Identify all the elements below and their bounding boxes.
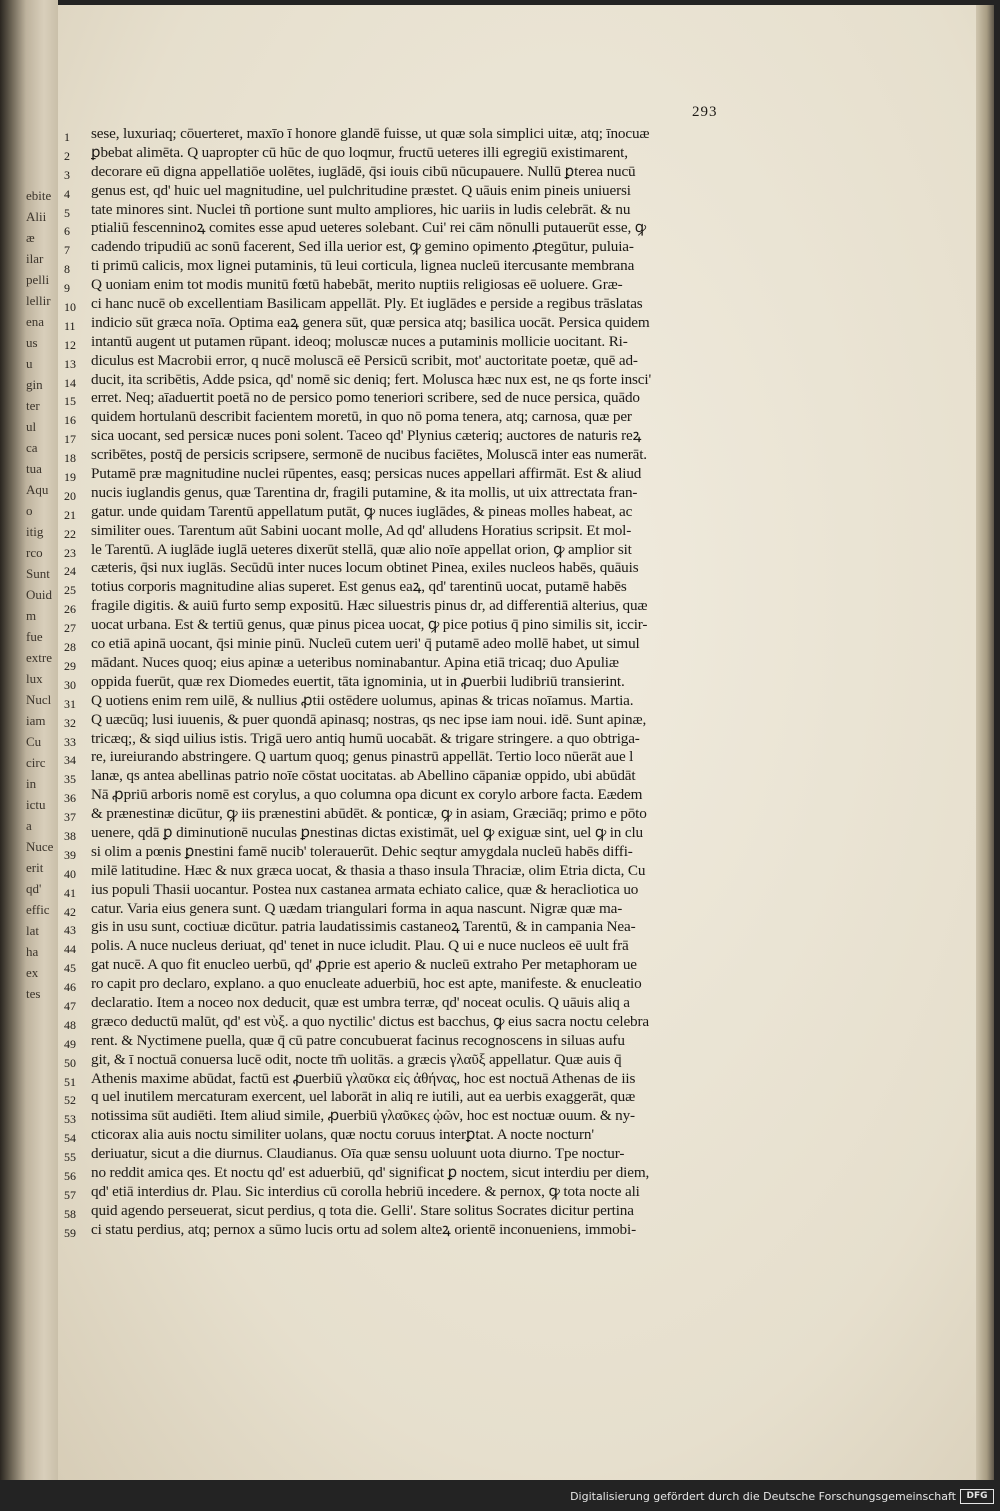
text-line [64,673,776,692]
line-number: 48 [64,1017,76,1032]
facing-page-fragment: Cu [26,734,42,749]
text-line [64,635,776,654]
line-text: sica uocant, sed persicæ nuces poni solent. Taceo qd' Plynius cæteriq; auctores de naturis reꝝ [91,427,642,445]
line-text: qd' etiā interdius dr. Plau. Sic interdius cū corolla hebriū incedere. & pernox, ꝙ tota nocte ali [91,1182,640,1200]
text-line [64,427,776,446]
facing-page-fragment: pelli [26,272,50,287]
line-text: ro capit pro declaro, explano. a quo enucleate aduerbiū, hoc est apte, manifeste. & enucleatio [91,975,642,993]
facing-page-fragment: ex [26,965,39,980]
line-number: 3 [64,167,70,182]
text-line [64,408,776,427]
text-line [64,881,776,900]
line-number: 54 [64,1131,76,1146]
line-number: 13 [64,356,76,371]
line-text: mādant. Nuces quoq; eius apinæ a ueteribus nominabantur. Apina etiā tricaq; duo Apuliæ [91,653,619,671]
line-text: declaratio. Item a noceo nox deducit, quæ est umbra terræ, qd' noceat oculis. Q uāuis aliq a [91,993,630,1011]
line-number: 7 [64,243,70,258]
line-number: 47 [64,998,76,1013]
facing-page-fragment: itig [26,524,44,539]
line-text: quidem hortulanū describit facientem moretū, in quo nō poma tenera, atq; carnosa, quæ per [91,408,632,426]
line-text: intantū augent ut putamen rūpant. ideoq; moluscæ nuces a putaminis mollicie uocitant. Ri- [91,332,628,350]
text-line [64,1070,776,1089]
line-number: 40 [64,866,76,881]
facing-page-fragment: extre [26,650,52,665]
line-number: 52 [64,1093,76,1108]
line-text: Putamē præ magnitudine nuclei rūpentes, easq; persicas nuces appellari affirmāt. Est & aliud [91,465,642,483]
text-line [64,446,776,465]
line-number: 36 [64,791,76,806]
text-line [64,238,776,257]
line-text: polis. A nuce nucleus deriuat, qd' tenet in nuce icludit. Plau. Q ui e nuce nucleos eē uult frā [91,937,629,955]
line-number: 29 [64,658,76,673]
line-text: tricæq;, & siqd uilius istis. Trigā uero antiq humū uocabāt. & trigare stringere. a quo obtriga- [91,729,640,747]
line-number: 12 [64,337,76,352]
line-text: genus est, qd' huic uel magnitudine, uel pulchritudine præstet. Q uāuis enim pineis uniuersi [91,181,631,199]
facing-page-fragment: Ouid [26,587,52,602]
line-number: 16 [64,413,76,428]
facing-page-fragment: m [26,608,37,623]
line-text: Q uoniam enim tot modis munitū fœtū habebāt, merito nuptiis religiosas eē uoluere. Græ- [91,276,623,294]
line-text: git, & ī noctuā conuersa lucē odit, nocte tm̄ uolitās. a græcis γλαῦξ appellatur. Quæ auis q̄ [91,1050,622,1068]
facing-page-fragment: iam [26,713,46,728]
facing-page-fragment: o [26,503,33,518]
line-text: & prænestinæ dicūtur, ꝙ iis prænestini abūdēt. & ponticæ, ꝙ in asiam, Græciāq; primo e pōto [91,805,647,823]
text-line [64,730,776,749]
line-number: 43 [64,923,76,938]
text-line [64,201,776,220]
text-line [64,1126,776,1145]
text-line [64,918,776,937]
line-number: 31 [64,696,76,711]
facing-page-fragment: Aqu [26,482,49,497]
line-number: 51 [64,1074,76,1089]
line-number: 49 [64,1036,76,1051]
text-line [64,1013,776,1032]
line-text: ius populi Thasii uocantur. Postea nux castanea armata echiato calice, quæ & heracliotica uo [91,880,639,898]
text-line [64,1032,776,1051]
dfg-logo-icon: DFG [960,1489,994,1504]
line-number: 19 [64,470,76,484]
text-line [64,597,776,616]
text-line [64,371,776,390]
line-number: 41 [64,885,76,900]
line-number: 55 [64,1150,76,1164]
line-text: oppida fuerūt, quæ rex Diomedes euertit, tāta ignominia, ut in ꝓuerbii ludibriū transierint. [91,672,625,690]
text-line [64,503,776,522]
line-text: ptialiū fescenninoꝝ comites esse apud ueteres solebant. Cui' rei cām nōnulli putauerūt esse, ꝙ [91,219,646,237]
line-text: diculus est Macrobii error, q nucē moluscā eē Persicū scribit, mot' auctoritate poetæ, quē ad- [91,351,638,369]
text-line [64,1183,776,1202]
text-line [64,295,776,314]
line-text: gat nucē. A quo fit enucleo uerbū, qd' ꝓprie est aperio & nucleū extraho Per metaphoram ue [91,956,637,974]
facing-page-fragment: in [26,776,37,791]
line-text: erret. Neq; aīaduertit poetā no de persico pomo teneriori scribere, sed de nuce persica, quādo [91,389,640,407]
line-number: 42 [64,904,76,919]
line-number: 44 [64,942,76,957]
line-text: lanæ, qs antea abellinas patrio noīe cōstat uocitatas. ab Abellino cāpaniæ oppido, ubi abūdāt [91,767,636,785]
text-line [64,125,776,144]
text-line [64,654,776,673]
line-text: ci hanc nucē ob excellentiam Basilicam appellāt. Ply. Et iuglādes e perside a regibus trāslatas [91,295,643,313]
line-number: 30 [64,677,76,692]
facing-page-fragment: ca [26,440,38,455]
line-number: 25 [64,583,76,598]
line-text: totius corporis magnitudine alias superet. Est genus eaꝝ, qd' tarentinū uocat, putamē habēs [91,578,627,596]
facing-page-fragment: u [26,356,33,371]
page-edge [976,5,994,1480]
text-line [64,541,776,560]
line-number: 14 [64,375,76,390]
facing-page-fragment: æ [26,230,35,245]
text-line [64,559,776,578]
line-text: gis in usu sunt, coctiuæ dicūtur. patria laudatissimis castaneoꝝ Tarentū, & in campania Nea- [91,918,636,936]
line-text: Q uæcūq; lusi iuuenis, & puer quondā apinasq; nostras, qs nec ipse iam noui. idē. Sunt apinæ, [91,710,647,728]
facing-page-fragment: Sunt [26,566,50,581]
line-text: milē latitudine. Hæc & nux græca uocat, & thasia a thaso insula Thraciæ, olim Etria dicta, Cu [91,861,646,879]
text-line [64,975,776,994]
text-line [64,786,776,805]
facing-page-fragment: ebite [26,188,52,203]
facing-page-fragment: Nucl [26,692,52,707]
line-text: ducit, ita scribētis, Adde psica, qd' nomē sic deniq; fert. Molusca hæc nux est, ne qs forte insci' [91,370,652,388]
footer-credit: Digitalisierung gefördert durch die Deutsche Forschungsgemeinschaft [570,1490,956,1503]
text-line [64,1164,776,1183]
line-number: 6 [64,224,70,239]
text-line [64,748,776,767]
line-number: 28 [64,640,76,654]
line-text: similiter oues. Tarentum aūt Sabini uocant molle, Ad qd' alludens Horatius scripsit. Et mol- [91,521,632,539]
text-line [64,824,776,843]
line-number: 46 [64,980,76,994]
line-text: si olim a pœnis ꝑnestini famē nucib' tolerauerūt. Dehic seqtur amygdala nucleū habēs diffi- [91,842,633,860]
line-number: 35 [64,772,76,787]
line-number: 1 [64,130,70,144]
text-line [64,900,776,919]
line-text: cticorax alia auis noctu similiter uolans, quæ noctu coruus interꝑtat. A nocte nocturn' [91,1126,594,1144]
text-line [64,994,776,1013]
line-number: 37 [64,810,76,824]
facing-page-fragment: lux [26,671,43,686]
line-text: deriuatur, sicut a die diurnus. Claudianus. Oīa quæ sensu uoluunt uota diurno. Tpe noctur- [91,1145,625,1163]
line-number: 45 [64,961,76,976]
facing-page-fragment: lellir [26,293,51,308]
text-line [64,484,776,503]
facing-page-fragment: ilar [26,251,44,266]
line-number: 8 [64,262,70,277]
line-number: 10 [64,300,76,314]
text-line [64,767,776,786]
text-line [64,1145,776,1164]
text-line [64,219,776,238]
page-text-block [64,125,776,1240]
facing-page-fragment: qd' [26,881,42,896]
facing-page-edge [0,0,58,1480]
line-text: no reddit amica qes. Et noctu qd' est aduerbiū, qd' significat ꝑ noctem, sicut interdiu per diem, [91,1163,650,1181]
line-text: quid agendo perseuerat, sicut perdius, q tota die. Gelli'. Stare solitus Socrates dicitur pertina [91,1201,634,1219]
line-number: 17 [64,432,76,447]
line-number: 39 [64,847,76,862]
line-number: 58 [64,1206,76,1221]
text-line [64,1051,776,1070]
line-text: indicio sūt græca noīa. Optima eaꝝ genera sūt, quæ persica atq; basilica uocāt. Persica quidem [91,313,650,331]
text-line [64,314,776,333]
text-line [64,144,776,163]
text-line [64,1202,776,1221]
facing-page-fragment: ictu [26,797,46,812]
facing-page-fragment: ena [26,314,45,329]
text-line [64,937,776,956]
line-number: 57 [64,1187,76,1202]
line-text: sese, luxuriaq; cōuerteret, maxīo ī honore glandē fuisse, ut quæ sola simplici uitæ, atq; īnocuæ [91,125,650,142]
folio-number: 293 [692,104,718,120]
line-number: 26 [64,602,76,617]
line-number: 11 [64,318,76,333]
line-number: 32 [64,715,76,730]
line-text: Q uotiens enim rem uilē, & nullius ꝓtii ostēdere uolumus, apinas & tricas noīamus. Martia. [91,691,634,709]
text-line [64,163,776,182]
line-text: q uel inutilem mercaturam exercent, uel laborāt in aliq re iutili, aut ea uerbis exaggerāt, quæ [91,1088,636,1106]
line-number: 27 [64,621,76,636]
text-line [64,692,776,711]
line-text: græco deductū malūt, qd' est νὺξ. a quo nyctilic' dictus est bacchus, ꝙ eius sacra noctu celebra [91,1012,649,1030]
line-text: notissima sūt audiēti. Item aliud simile, ꝓuerbiū γλαῦκες ᾠῶν, hoc est noctuæ ouum. & ny- [91,1107,635,1125]
text-line [64,956,776,975]
line-number: 50 [64,1055,76,1070]
facing-page-fragment: effic [26,902,50,917]
line-number: 21 [64,507,76,522]
facing-page-fragment: Nuce [26,839,54,854]
line-text: re, iureiurando abstringere. Q uartum quoq; genus pinastrū appellāt. Tertio loco nūerāt aue l [91,748,634,766]
line-text: uocat urbana. Est & tertiū genus, quæ pinus picea uocat, ꝙ pice potius q̄ pino similis sit, iccir- [91,616,648,634]
text-line [64,465,776,484]
line-number: 56 [64,1168,76,1183]
line-number: 59 [64,1225,76,1240]
line-number: 34 [64,753,76,768]
line-text: fragile digitis. & auiū furto semp expositū. Hæc siluestris pinus dr, ad differentiā alterius, quæ [91,597,648,615]
text-line [64,182,776,201]
line-text: decorare eū digna appellatiōe uolētes, iuglādē, q̄si iouis cibū nūcupauere. Nullū ꝑterea nucū [91,162,636,180]
text-line [64,522,776,541]
line-number: 2 [64,148,70,163]
line-text: ci statu perdius, atq; pernox a sūmo lucis ortu ad solem alteꝝ orientē inconueniens, immobi- [91,1220,636,1238]
facing-page-fragment: ul [26,419,37,434]
line-number: 33 [64,734,76,749]
line-text: rent. & Nyctimene puella, quæ q̄ cū patre concubuerat facinus recognoscens in siluas aufu [91,1031,625,1049]
line-number: 9 [64,281,70,296]
facing-page-fragment: a [26,818,32,833]
facing-page-fragment: ter [26,398,40,413]
facing-page-fragment: rco [26,545,43,560]
facing-page-fragments [26,185,58,1004]
facing-page-fragment: tes [26,986,41,1001]
facing-page-fragment: us [26,335,38,350]
text-line [64,389,776,408]
line-text: cæteris, q̄si nux iuglās. Secūdū inter nuces locum obtinet Pinea, exiles nucleos habēs, quāuis [91,559,639,577]
line-text: Athenis maxime abūdat, factū est ꝓuerbiū γλαῦκα εἰς ἀθήνας, hoc est noctuā Athenas de iis [91,1069,636,1087]
line-text: cadendo tripudiū ac sonū facerent, Sed illa uerior est, ꝙ gemino opimento ꝓtegūtur, puluia- [91,238,634,256]
text-line [64,711,776,730]
line-text: ti primū calicis, mox lignei putaminis, tū leui corticula, lignea nucleū itercusante membrana [91,257,635,275]
line-number: 22 [64,526,76,541]
line-number: 18 [64,451,76,466]
facing-page-fragment: fue [26,629,43,644]
text-line [64,862,776,881]
facing-page-fragment: Alii [26,209,47,224]
line-text: le Tarentū. A iuglāde iuglā ueteres dixerūt stellā, quæ alio noīe appellat orion, ꝙ amplior sit [91,540,632,558]
line-text: nucis iuglandis genus, quæ Tarentina dr, fragili putamine, & ita mollis, ut uix attrectata fran- [91,483,638,501]
line-number: 23 [64,545,76,560]
text-line [64,1107,776,1126]
facing-page-fragment: gin [26,377,43,392]
line-number: 5 [64,205,70,220]
line-text: catur. Varia eius genera sunt. Q uædam triangulari forma in aqua nascunt. Nigræ quæ ma- [91,899,623,917]
text-line [64,805,776,824]
line-number: 4 [64,186,70,201]
line-number: 24 [64,564,76,579]
line-text: gatur. unde quidam Tarentū appellatum putāt, ꝙ nuces iuglādes, & pineas molles habeat, ac [91,502,633,520]
text-line [64,257,776,276]
line-number: 38 [64,828,76,843]
line-text: ꝑbebat alimēta. Q uapropter cū hūc de quo loqmur, fructū ueteres illi egregiū existimarent, [91,143,628,161]
facing-page-fragment: ha [26,944,39,959]
line-number: 53 [64,1112,76,1127]
text-line [64,276,776,295]
line-text: Nā ꝓpriū arboris nomē est corylus, a quo columna opa dicunt ex corylo arbore facta. Eædem [91,786,643,804]
text-line [64,333,776,352]
facing-page-fragment: erit [26,860,44,875]
text-line [64,352,776,371]
line-text: co etiā apinā uocant, q̄si minie pinū. Nucleū cutem ueri' q̄ putamē adeo mollē habet, ut simul [91,635,640,653]
facing-page-fragment: circ [26,755,46,770]
line-text: tate minores sint. Nuclei tñ portione sunt multo ampliores, hic uariis in ludis celebrāt. & nu [91,200,631,218]
text-line [64,1088,776,1107]
line-text: uenere, qdā ꝑ diminutionē nuculas ꝑnestinas dictas existimāt, uel ꝙ exiguæ sint, uel ꝙ in clu [91,823,644,841]
facing-page-fragment: lat [26,923,39,938]
line-number: 20 [64,488,76,503]
facing-page-fragment: tua [26,461,42,476]
text-line [64,616,776,635]
line-text: scribētes, postq̄ de persicis scripsere, sermonē de nucibus faciētes, Moluscā inter eas numerāt. [91,446,647,464]
text-line [64,1221,776,1240]
text-line [64,578,776,597]
text-line [64,843,776,862]
line-number: 15 [64,394,76,409]
